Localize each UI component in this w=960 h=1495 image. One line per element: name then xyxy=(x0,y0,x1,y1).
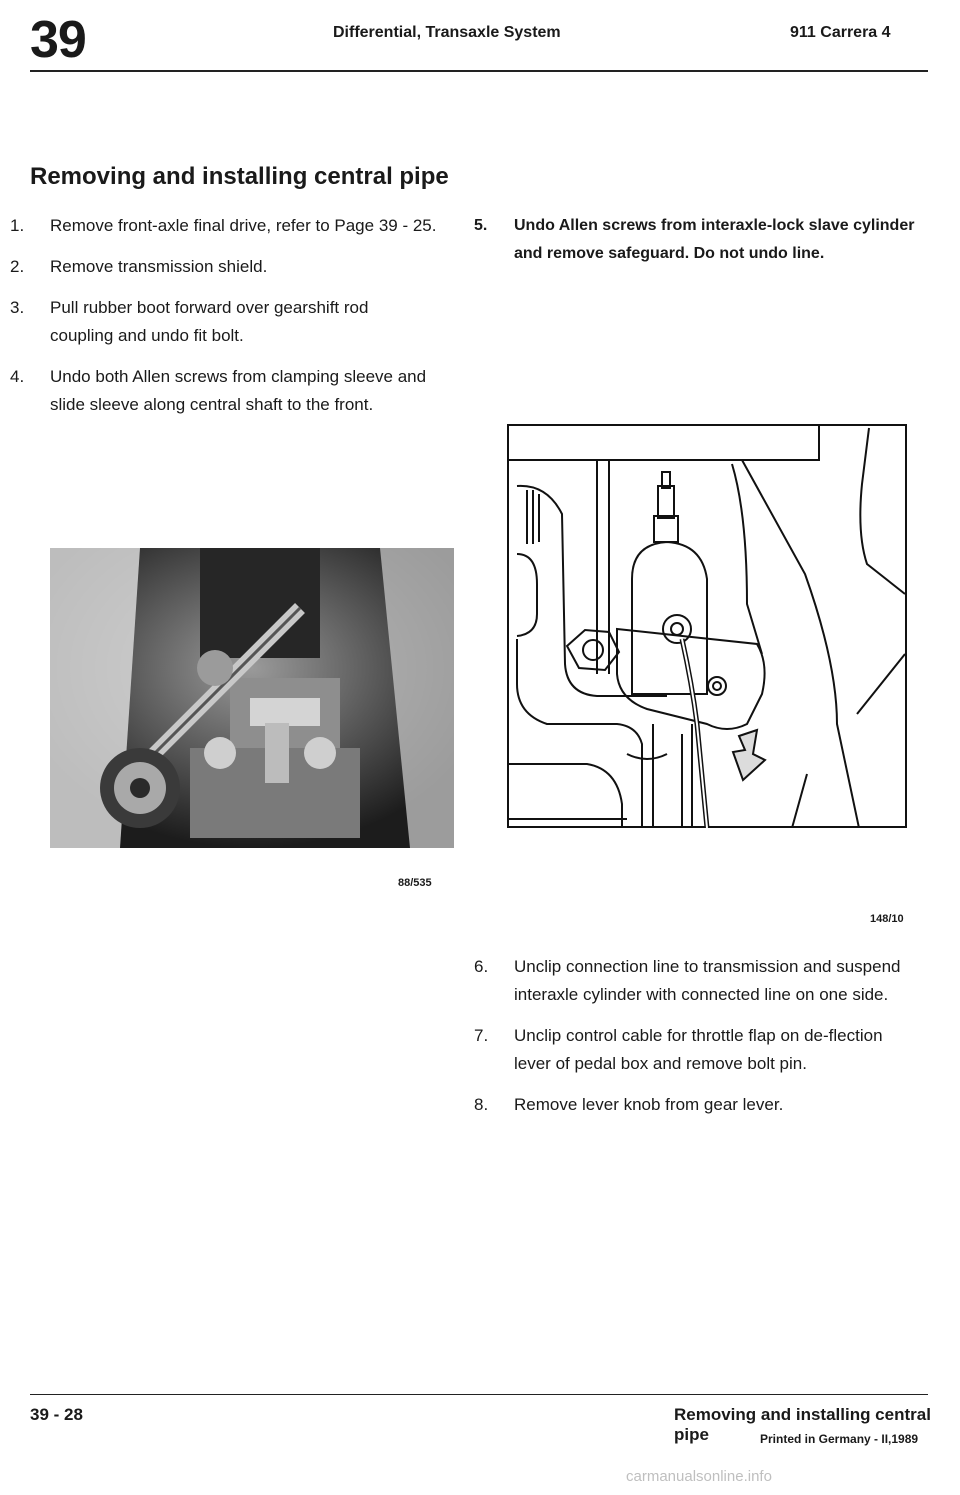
steps-right-bottom xyxy=(474,953,924,1119)
step-8: 8. Remove lever knob from gear lever. xyxy=(474,1095,784,1114)
header-title: Differential, Transaxle System xyxy=(333,24,561,41)
header-model: 911 Carrera 4 xyxy=(790,24,891,41)
step-1: 1. Remove front-axle final drive, refer to Page 39 - 25. xyxy=(10,216,437,235)
group-number: 39 xyxy=(30,11,86,69)
step-5: 5. Undo Allen screws from interaxle-lock slave cylinder and remove safeguard. Do not undo line. xyxy=(474,217,915,262)
header-rule xyxy=(30,70,928,72)
gearshift-photo xyxy=(50,548,454,848)
step-7: 7. Unclip control cable for throttle flap on de-flection lever of pedal box and remove bolt pin. xyxy=(474,1026,883,1073)
diagram-caption: 148/10 xyxy=(870,913,904,925)
print-info: Printed in Germany - II,1989 xyxy=(760,1432,919,1446)
slave-cylinder-diagram xyxy=(507,424,907,828)
steps-left xyxy=(10,212,460,419)
footer-title: Removing and installing central pipe xyxy=(674,1405,931,1444)
steps-right-top xyxy=(474,212,924,268)
page-number: 39 - 28 xyxy=(30,1405,83,1424)
section-title: Removing and installing central pipe xyxy=(30,163,449,190)
step-4: 4. Undo both Allen screws from clamping sleeve and slide sleeve along central shaft to the front. xyxy=(10,367,427,414)
footer-rule xyxy=(30,1394,928,1395)
watermark-link[interactable]: carmanualsonline.info xyxy=(626,1468,772,1485)
photo-caption: 88/535 xyxy=(398,877,432,889)
step-3: 3. Pull rubber boot forward over gearshift rod coupling and undo fit bolt. xyxy=(10,298,369,345)
step-6: 6. Unclip connection line to transmission and suspend interaxle cylinder with connected line on one side. xyxy=(474,957,901,1004)
step-2: 2. Remove transmission shield. xyxy=(10,257,268,276)
